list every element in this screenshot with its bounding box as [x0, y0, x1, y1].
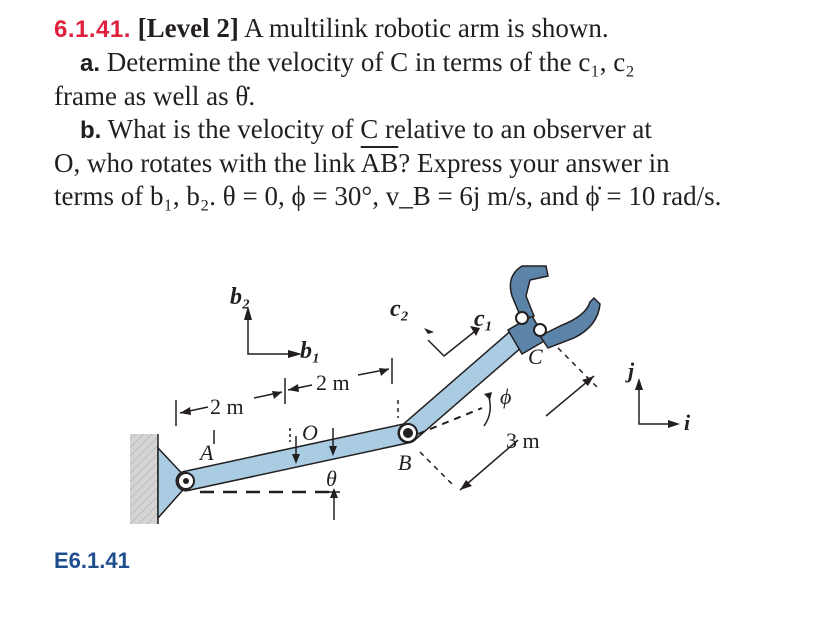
c-frame [428, 332, 474, 356]
link-ab-text: $\overline{AB}$ [360, 148, 399, 178]
part-a-line2: frame as well as θ̇. [54, 81, 256, 111]
label-point-b: B [398, 450, 412, 475]
label-dim-left: 2 m [210, 394, 244, 419]
gripper-upper-jaw [510, 266, 548, 320]
part-b-line1: What is the velocity of C relative to an observer at [101, 114, 652, 144]
dim-arrow-3 [288, 384, 299, 392]
dim-3m-ext-b [420, 452, 452, 484]
part-b-line2-pre: O, who rotates with the link [54, 148, 361, 178]
dim-3m-ext-c [558, 348, 598, 388]
problem-level: [Level 2] [137, 13, 239, 43]
dim-arrow-2 [272, 391, 282, 399]
label-axis-j: j [628, 358, 635, 383]
phi-arrowhead [484, 392, 492, 400]
part-a-label: a. [80, 50, 101, 77]
problem-number: 6.1.41. [54, 16, 131, 43]
label-axis-i: i [684, 410, 691, 435]
i-arrowhead [668, 420, 680, 428]
dim-arrow-4 [379, 368, 389, 376]
gripper [508, 266, 600, 354]
label-phi: ϕ [500, 384, 512, 409]
label-dim-arm: 3 m [506, 428, 540, 453]
joint-b-pin [403, 428, 413, 438]
ij-axes [639, 386, 672, 424]
label-b2: b₂ [230, 284, 251, 310]
part-b-line3: terms of b₁, b₂. θ = 0, ϕ = 30°, v_B = 6j m/s, and ϕ̇ = 10 rad/s. [54, 181, 722, 211]
gripper-pivot-upper [516, 312, 528, 324]
wall-hatch [130, 434, 158, 524]
c2-arrowhead [424, 328, 434, 334]
label-c1: c₁ [474, 306, 494, 332]
problem-intro: A multilink robotic arm is shown. [238, 13, 609, 43]
gripper-lower-jaw [540, 298, 600, 348]
part-b-label: b. [80, 117, 102, 144]
part-a-line1: Determine the velocity of C in terms of the c₁, c₂ [100, 47, 635, 77]
label-point-o: O [302, 420, 318, 445]
joint-a-pin [183, 478, 189, 484]
label-b1: b₁ [300, 338, 321, 364]
gripper-pivot-lower [534, 324, 546, 336]
label-dim-right: 2 m [316, 370, 350, 395]
part-b-line2-post: ? Express your answer in [398, 148, 670, 178]
dim-arrow-1 [180, 407, 191, 415]
figure-label: E6.1.41 [54, 548, 130, 573]
j-arrowhead [635, 378, 643, 390]
b-frame [248, 316, 292, 354]
label-theta: θ [326, 466, 337, 491]
label-c2: c₂ [390, 296, 410, 322]
label-point-c: C [528, 344, 543, 369]
label-point-a: A [200, 440, 214, 465]
